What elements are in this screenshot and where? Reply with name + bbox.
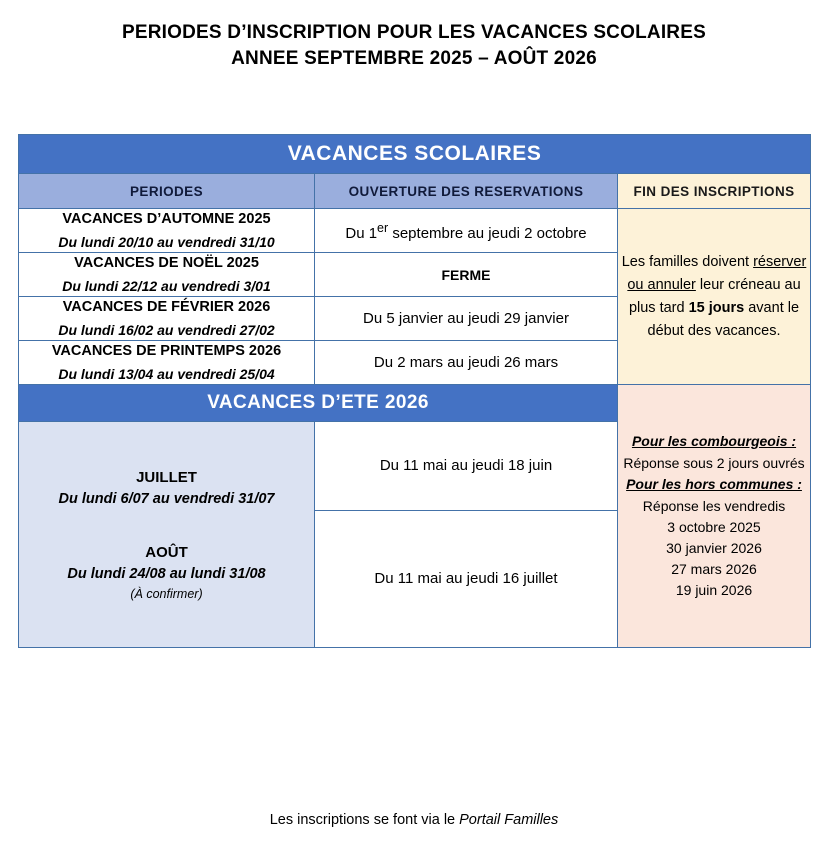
summer-fin-date: 30 janvier 2026: [666, 540, 762, 556]
period-cell-automne: [19, 209, 315, 253]
summer-fin-date: 3 octobre 2025: [667, 519, 761, 535]
fin-note-part2: leur créneau au plus tard: [628, 276, 801, 316]
summer-periods-cell: [19, 422, 315, 648]
period-cell-noel: [19, 253, 315, 297]
summer-fin-note: [618, 385, 811, 648]
table-banner-row: [19, 135, 811, 174]
header-fin-inscriptions: FIN DES INSCRIPTIONS: [618, 174, 811, 209]
opening-cell-aout: Du 11 mai au jeudi 16 juillet: [315, 511, 618, 648]
period-dates: Du lundi 20/10 au vendredi 31/10: [58, 234, 275, 250]
summer-fin-date: 19 juin 2026: [675, 582, 753, 598]
opening-cell-printemps: Du 2 mars au jeudi 26 mars: [315, 341, 618, 385]
banner-vacances-ete: VACANCES D’ETE 2026: [19, 385, 618, 422]
schedule-table-container: [18, 134, 810, 648]
summer-banner-row: [19, 385, 811, 422]
footer-portal-name: Portail Familles: [459, 812, 559, 828]
period-cell-printemps: [19, 341, 315, 385]
footer-note: [0, 812, 828, 828]
period-dates: Du lundi 24/08 au lundi 31/08: [67, 565, 266, 582]
period-subnote: (À confirmer): [130, 586, 203, 601]
period-name: VACANCES DE PRINTEMPS 2026: [51, 343, 282, 359]
summer-fin-date: 27 mars 2026: [671, 561, 757, 577]
period-dates: Du lundi 13/04 au vendredi 25/04: [58, 366, 275, 382]
period-name: JUILLET: [136, 468, 197, 486]
fin-note-underlined: réserver ou annuler: [627, 253, 807, 293]
header-periodes: PERIODES: [19, 174, 315, 209]
opening-text-sup: er: [377, 220, 389, 235]
summer-period-aout: [19, 526, 314, 619]
opening-text-pre: Du 1: [345, 224, 378, 242]
page-title-line1: PERIODES D’INSCRIPTION POUR LES VACANCES SCOLAIRES: [122, 22, 706, 43]
period-name: VACANCES D’AUTOMNE 2025: [62, 211, 271, 227]
period-name: VACANCES DE NOËL 2025: [74, 255, 259, 271]
page-title-line2: ANNEE SEPTEMBRE 2025 – AOÛT 2026: [231, 48, 597, 69]
summer-period-juillet: [19, 451, 314, 526]
fin-note-part1: Les familles doivent: [621, 253, 754, 270]
summer-fin-head-combourgeois: Pour les combourgeois :: [631, 433, 797, 449]
fin-inscriptions-note: [618, 209, 811, 385]
schedule-table: [18, 134, 811, 648]
banner-vacances-scolaires: VACANCES SCOLAIRES: [19, 135, 811, 174]
footer-text: Les inscriptions se font via le: [269, 812, 460, 828]
opening-cell-juillet: Du 11 mai au jeudi 18 juin: [315, 422, 618, 511]
summer-fin-head-hors-communes: Pour les hors communes :: [626, 476, 802, 492]
period-dates: Du lundi 6/07 au vendredi 31/07: [58, 490, 275, 507]
opening-cell-automne: [315, 209, 618, 253]
period-cell-fevrier: [19, 297, 315, 341]
period-name: AOÛT: [145, 543, 188, 561]
summer-fin-text-hors-communes: Réponse les vendredis: [642, 498, 786, 514]
header-ouverture: OUVERTURE DES RESERVATIONS: [315, 174, 618, 209]
fin-note-part3: avant le début des vacances.: [647, 299, 800, 339]
fin-note-bold: 15 jours: [688, 299, 745, 316]
opening-cell-noel: FERME: [315, 253, 618, 297]
opening-cell-fevrier: Du 5 janvier au jeudi 29 janvier: [315, 297, 618, 341]
page-title: [0, 0, 828, 72]
period-name: VACANCES DE FÉVRIER 2026: [62, 299, 271, 315]
opening-text-post: septembre au jeudi 2 octobre: [388, 224, 587, 242]
period-dates: Du lundi 16/02 au vendredi 27/02: [58, 322, 275, 338]
table-header-row: [19, 174, 811, 209]
summer-fin-text-combourgeois: Réponse sous 2 jours ouvrés: [623, 455, 805, 471]
period-dates: Du lundi 22/12 au vendredi 3/01: [62, 278, 271, 294]
table-row: [19, 209, 811, 253]
